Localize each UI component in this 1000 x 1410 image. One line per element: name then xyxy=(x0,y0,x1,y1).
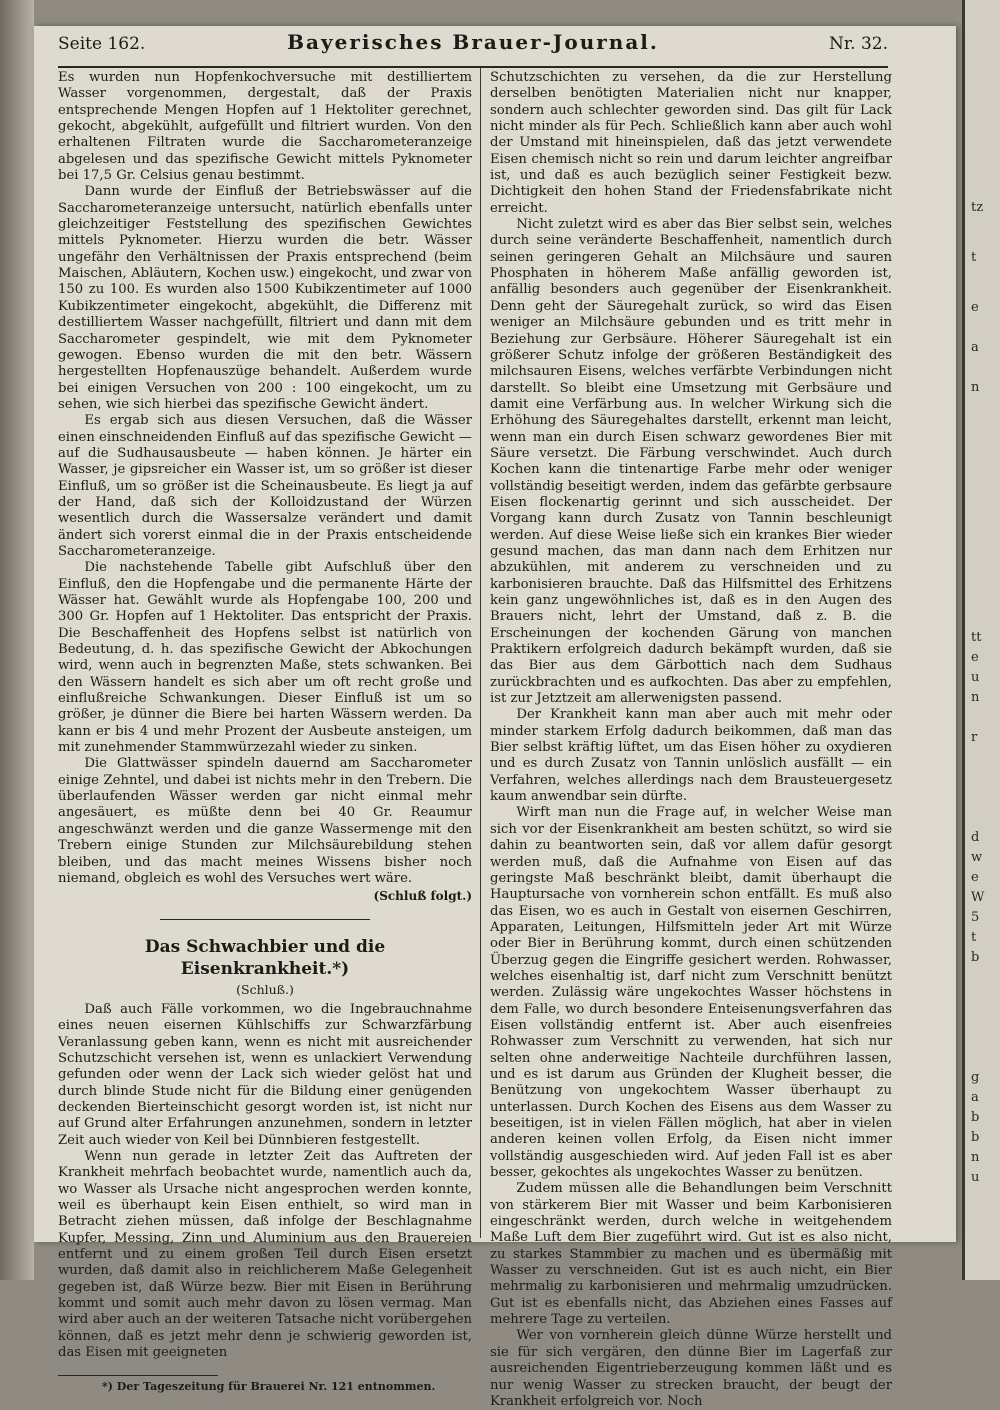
paragraph: Dann wurde der Einfluß der Betriebswässer auf die Saccharometeranzeige untersucht, natürlich ebenfalls unter gleichzeitiger Feststellung des spezifischen Gewichtes mittels Pyknometer. Hierzu wurden die betr. Wässer ungefähr den Verhältnissen der Praxis entsprechend (beim Maischen, Abläutern, Kochen usw.) eingekocht, und zwar von 150 zu 100. Es wurden also 1500 Kubikzentimeter auf 1000 Kubikzentimeter eingekocht, abgekühlt, die Differenz mit destilliertem Wasser nachgefüllt, filtriert und dann mit dem Saccharometer gespindelt, wie mit dem Pyknometer gewogen. Ebenso wurden die mit den betr. Wässern hergestellten Hopfenauszüge behandelt. Außerdem wurde bei einigen Versuchen von 200 : 100 eingekocht, um zu sehen, wie sich hierbei das spezifische Gewicht ändert. xyxy=(58,184,472,412)
footnote-divider xyxy=(58,1375,218,1376)
adjacent-text-fragment: b xyxy=(971,950,980,965)
adjacent-text-fragment: e xyxy=(971,650,979,665)
paragraph: Schutzschichten zu versehen, da die zur Herstellung derselben benötigten Materialien nicht nur knapper, sondern auch schlechter geworden sind. Das gilt für Lack nicht minder als für Pech. Schließlich kann aber auch wohl der Umstand mit hineinspielen, daß das jetzt verwendete Eisen chemisch nicht so rein und darum leichter angreifbar ist, und daß es auch bezüglich seiner Festigkeit bezw. Dichtigkeit den hohen Stand der Friedensfabrikate nicht erreicht. xyxy=(490,70,892,216)
adjacent-text-fragment: t xyxy=(971,930,977,945)
paragraph: Die Glattwässer spindeln dauernd am Saccharometer einige Zehntel, und dabei ist nichts mehr in den Trebern. Die überlaufenden Wässer werden gar nicht einmal mehr angesäuert, es müßte denn bei 40 Gr. Reaumur angeschwänzt werden und die ganze Wassermenge mit den Trebern einige Stunden zur Milchsäurebildung stehen bleiben, und das macht meines Wissens bisher noch niemand, obgleich es wohl des Versuches wert wäre. xyxy=(58,756,472,886)
paragraph: Es wurden nun Hopfenkochversuche mit destilliertem Wasser vorgenommen, dergestalt, daß der Praxis entsprechende Mengen Hopfen auf 1 Hektoliter gerechnet, gekocht, abgekühlt, aufgefüllt und filtriert wurden. Von den erhaltenen Filtraten wurde die Saccharometeranzeige abgelesen und das spezifische Gewicht mittels Pyknometer bei 17,5 Gr. Celsius genau bestimmt. xyxy=(58,70,472,184)
article-title: Das Schwachbier und die Eisenkrankheit.*) xyxy=(144,936,386,979)
adjacent-text-fragment: tt xyxy=(971,630,982,645)
paragraph: Wer von vornherein gleich dünne Würze herstellt und sie für sich vergären, den dünne Bier im Lagerfaß zur ausreichenden Eigentrieberzeugung kommen läßt und es nur wenig Wasser zu strecken braucht, der beugt der Krankheit erfolgreich vor. Noch xyxy=(490,1328,892,1409)
paragraph: Zudem müssen alle die Behandlungen beim Verschnitt von stärkerem Bier mit Wasser und beim Karbonisieren eingeschränkt werden, durch welche in weitgehendem Maße Luft dem Bier zugeführt wird. Gut ist es also nicht, zu starkes Stammbier zu machen und es übermäßig mit Wasser zu verschneiden. Gut ist es auch nicht, ein Bier mehrmalig zu karbonisieren und mehrmalig umzudrücken. Gut ist es ebenfalls nicht, das Abziehen eines Fasses auf mehrere Tage zu verteilen. xyxy=(490,1181,892,1328)
page-header xyxy=(58,30,888,60)
adjacent-text-fragment: n xyxy=(971,1150,980,1165)
paragraph: Wirft man nun die Frage auf, in welcher Weise man sich vor der Eisenkrankheit am besten schützt, so wird sie dahin zu beantworten sein, daß vor allem dafür gesorgt werden muß, daß die Aufnahme von Eisen auf das geringste Maß beschränkt bleibt, damit überhaupt die Hauptursache von vornherein schon entfällt. Es muß also das Eisen, wo es auch in Gestalt von eisernen Geschirren, Apparaten, Leitungen, Hilfsmitteln jeder Art mit Würze oder Bier in Berührung kommt, durch einen schützenden Überzug gegen die Eingriffe gesichert werden. Rohwasser, welches eisenhaltig ist, darf nicht zum Verschnitt benützt werden. Zulässig wäre ungekochtes Wasser höchstens in dem Falle, wo durch besondere Enteisenungsverfahren das Eisen vollständig entfernt ist. Aber auch eisenfreies Rohwasser zum Verschnitt zu verwenden, hat sich nur selten ohne anderweitige Nachteile durchführen lassen, und es ist darum aus Gründen der Klugheit besser, die Benützung von ungekochtem Wasser überhaupt zu unterlassen. Durch Kochen des Eisens aus dem Wasser zu beseitigen, ist in vielen Fällen möglich, hat aber in vielen anderen keinen vollen Erfolg, da Eisen nicht immer vollständig ausgeschieden wird. Auf jeden Fall ist es aber besser, gekochtes als ungekochtes Wasser zu benützen. xyxy=(490,805,892,1181)
adjacent-text-fragment: b xyxy=(971,1130,980,1145)
continuation-note: (Schluß folgt.) xyxy=(373,889,472,904)
paragraph: Der Krankheit kann man aber auch mit mehr oder minder starkem Erfolg dadurch beikommen, daß man das Bier selbst kräftig lüftet, um das Eisen höher zu oxydieren und es durch Zusatz von Tannin unlöslich ausfällt — ein Verfahren, welches allerdings nach dem Brausteuergesetz kaum anwendbar sein dürfte. xyxy=(490,707,892,805)
article-subtitle: (Schluß.) xyxy=(236,981,294,997)
adjacent-text-fragment: d xyxy=(971,830,980,845)
paragraph: Es ergab sich aus diesen Versuchen, daß die Wässer einen einschneidenden Einfluß auf das spezifische Gewicht — auf die Sudhausausbeute — haben können. Je härter ein Wasser, je gipsreicher ein Wasser ist, um so größer ist dieser Einfluß, um so größer ist die Scheinausbeute. Es liegt ja auf der Hand, daß sich der Kolloidzustand der Würzen wesentlich durch die Wassersalze verändert und damit ändert sich vorerst einmal die in der Praxis entscheidende Saccharometeranzeige. xyxy=(58,413,472,559)
issue-number: Nr. 32. xyxy=(829,34,888,54)
adjacent-text-fragment: n xyxy=(971,690,980,705)
adjacent-text-fragment: e xyxy=(971,300,979,315)
adjacent-text-fragment: tz xyxy=(971,200,984,215)
adjacent-text-fragment: e xyxy=(971,870,979,885)
adjacent-text-fragment: a xyxy=(971,1090,979,1105)
scan-edge xyxy=(0,0,34,1280)
paragraph: Die nachstehende Tabelle gibt Aufschluß über den Einfluß, den die Hopfengabe und die permanente Härte der Wässer hat. Gewählt wurde als Hopfengabe 100, 200 und 300 Gr. Hopfen auf 1 Hektoliter. Das entspricht der Praxis. Die Beschaffenheit des Hopfens selbst ist natürlich von Bedeutung, d. h. das spezifische Gewicht der Abkochungen wird, wenn auch in begrenzten Maße, stets schwanken. Bei den Wässern handelt es sich aber um oft recht große und einflußreiche Schwankungen. Dieser Einfluß ist um so größer, je dünner die Biere bei harten Wässern werden. Da kann er bis 4 und mehr Prozent der Ausbeute ansteigen, um mit zunehmender Stammwürzezahl wieder zu sinken. xyxy=(58,560,472,756)
journal-title: Bayerisches Brauer-Journal. xyxy=(287,30,659,54)
adjacent-text-fragment: b xyxy=(971,1110,980,1125)
adjacent-text-fragment: u xyxy=(971,1170,980,1185)
adjacent-text-fragment: a xyxy=(971,340,979,355)
paragraph: Wenn nun gerade in letzter Zeit das Auftreten der Krankheit mehrfach beobachtet wurde, namentlich auch da, wo Wasser als Ursache nicht angesprochen werden konnte, weil es überhaupt kein Eisen enthielt, so wird man in Betracht ziehen müssen, daß infolge der Beschlagnahme Kupfer, Messing, Zinn und Aluminium aus den Brauereien entfernt und zu einem großen Teil durch Eisen ersetzt wurden, daß damit also in reichlicherem Maße Gelegenheit gegeben ist, daß Würze bezw. Bier mit Eisen in Berührung kommt und somit auch mehr davon zu lösen vermag. Man wird aber auch an der weiteren Tatsache nicht vorübergehen können, daß es jetzt mehr denn je schwierig geworden ist, das Eisen mit geeigneten xyxy=(58,1148,472,1361)
column-divider xyxy=(480,68,481,1238)
footnote: *) Der Tageszeitung für Brauerei Nr. 121 entnommen. xyxy=(102,1380,436,1394)
header-rule xyxy=(58,66,888,68)
adjacent-text-fragment: w xyxy=(971,850,983,865)
adjacent-text-fragment: u xyxy=(971,670,980,685)
paragraph: Nicht zuletzt wird es aber das Bier selbst sein, welches durch seine veränderte Beschaffenheit, namentlich durch seinen geringeren Gehalt an Milchsäure und sauren Phosphaten in höherem Maße anfällig geworden ist, anfällig besonders auch gegenüber der Eisenkrankheit. Denn geht der Säuregehalt zurück, so wird das Eisen weniger an Milchsäure gebunden und es tritt mehr in Beziehung zur Gerbsäure. Höherer Säuregehalt ist ein größerer Schutz infolge der größeren Beständigkeit des milchsauren Eisens, welches verfärbte Verbindungen nicht darstellt. So bleibt eine Umsetzung mit Gerbsäure und damit eine Verfärbung aus. In welcher Wirkung sich die Erhöhung des Säuregehaltes darstellt, erkennt man leicht, wenn man ein durch Eisen schwarz gewordenes Bier mit Säure versetzt. Die Färbung verschwindet. Auch durch Kochen kann die tintenartige Farbe mehr oder weniger vollständig beseitigt werden, indem das gefärbte gerbsaure Eisen flockenartig gerinnt und sich ausscheidet. Der Vorgang kann durch Zusatz von Tannin beschleunigt werden. Auf diese Weise ließe sich ein krankes Bier wieder gesund machen, das man dann nach dem Erhitzen nur abzukühlen, mit anderem zu verschneiden und zu karbonisieren brauchte. Daß das Hilfsmittel des Erhitzens kein ganz ungewöhnliches ist, daß es in den Augen des Brauers nicht, lehrt der Umstand, daß z. B. die Erscheinungen der kochenden Gärung von manchen Praktikern erfolgreich dadurch bekämpft wurden, daß sie das Bier aus dem Gärbottich nach dem Sudhaus zurückbrachten und es aufkochten. Das aber zu empfehlen, ist zur Jetztzeit am allerwenigsten passend. xyxy=(490,217,892,707)
adjacent-text-fragment: W xyxy=(971,890,985,905)
left-column xyxy=(58,70,472,1394)
page-number: Seite 162. xyxy=(58,34,146,54)
right-column xyxy=(490,70,892,1410)
adjacent-page-edge xyxy=(962,0,1000,1280)
adjacent-text-fragment: 5 xyxy=(971,910,980,925)
paragraph: Daß auch Fälle vorkommen, wo die Ingebrauchnahme eines neuen eisernen Kühlschiffs zur Schwarzfärbung Veranlassung geben kann, wenn es nicht mit ausreichender Schutzschicht versehen ist, wenn es unlackiert Verwendung gefunden oder wenn der Lack sich wieder gelöst hat und durch blinde Stude nicht für die Bildung einer genügenden deckenden Bierteinschicht gesorgt worden ist, ist nicht nur auf Grund alter Erfahrungen anzunehmen, sondern in letzter Zeit auch wieder von Keil bei Dünnbieren festgestellt. xyxy=(58,1001,472,1148)
adjacent-text-fragment: t xyxy=(971,250,977,265)
section-divider xyxy=(160,919,370,920)
adjacent-text-fragment: r xyxy=(971,730,978,745)
adjacent-text-fragment: g xyxy=(971,1070,980,1085)
adjacent-text-fragment: n xyxy=(971,380,980,395)
